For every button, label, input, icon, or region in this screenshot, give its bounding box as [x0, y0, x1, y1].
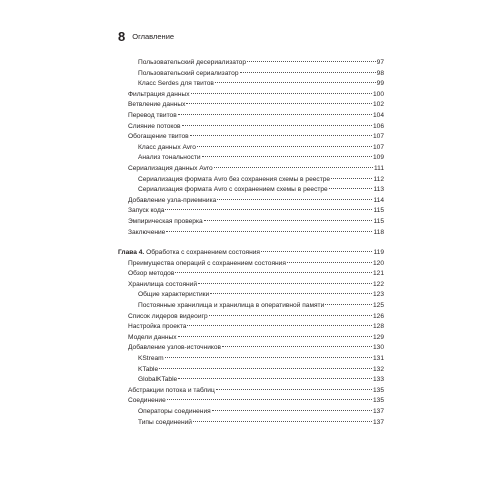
toc-section-chapter-4 — [118, 259, 384, 429]
toc-entry-page: 122 — [372, 280, 384, 288]
toc-entry-page: 130 — [372, 344, 384, 352]
toc-entry-page: 137 — [372, 418, 384, 426]
toc-entry-page: 129 — [372, 333, 384, 341]
dot-leader — [247, 61, 376, 62]
toc-entry-title: Пользовательский десериализатор — [138, 59, 247, 66]
toc-entry-title: Модели данных — [128, 333, 177, 341]
dot-leader — [210, 293, 372, 294]
toc-entry-title: Ветвление данных — [128, 101, 186, 109]
toc-entry[interactable] — [118, 365, 384, 376]
toc-entry-title: Обогащение твитов — [128, 133, 189, 141]
toc-entry-title: Типы соединений — [138, 418, 192, 426]
toc-entry[interactable] — [118, 58, 384, 69]
dot-leader — [186, 103, 372, 104]
toc-entry[interactable] — [118, 122, 384, 133]
toc-entry[interactable] — [118, 343, 384, 354]
toc-entry-page: 99 — [376, 80, 384, 88]
dot-leader — [261, 251, 373, 252]
dot-leader — [178, 114, 372, 115]
toc-entry-page: 115 — [373, 217, 384, 225]
toc-entry[interactable] — [118, 386, 384, 397]
toc-entry-title: Соединение — [128, 397, 166, 405]
dot-leader — [287, 262, 372, 263]
toc-entry-page: 125 — [372, 302, 384, 310]
toc-entry[interactable] — [118, 228, 384, 239]
toc-entry-title: Добавление узлов-источников — [128, 344, 222, 352]
toc-entry-page: 119 — [373, 249, 384, 257]
toc-entry-title: Постоянные хранилища и хранилища в оперативной памяти — [138, 302, 325, 310]
toc-entry[interactable] — [118, 196, 384, 207]
toc-entry-page: 104 — [372, 111, 384, 119]
toc-entry-title: GlobalKTable — [138, 376, 178, 384]
toc-entry-page: 107 — [372, 133, 384, 141]
section-gap — [118, 238, 384, 248]
toc-entry[interactable] — [118, 100, 384, 111]
dot-leader — [178, 336, 372, 337]
toc-entry[interactable] — [118, 132, 384, 143]
dot-leader — [216, 389, 372, 390]
toc-entry[interactable] — [118, 185, 384, 196]
dot-leader — [191, 93, 372, 94]
toc-entry-page: 113 — [373, 186, 384, 194]
dot-leader — [166, 231, 372, 232]
toc-entry[interactable] — [118, 354, 384, 365]
toc-entry-title: Перевод твитов — [128, 111, 177, 119]
toc-entry-title: Операторы соединения — [138, 408, 211, 415]
toc-entry-title: Хранилища состояний — [128, 280, 198, 288]
toc-entry[interactable] — [118, 280, 384, 291]
toc-entry-page: 106 — [372, 122, 384, 130]
toc-entry-title: Слияние потоков — [128, 122, 181, 130]
toc-entry-title — [118, 248, 260, 259]
toc-entry-title: Эмпирическая проверка — [128, 217, 203, 225]
toc-entry[interactable] — [118, 418, 384, 429]
toc-entry[interactable] — [118, 269, 384, 280]
chapter-label: Глава 4. — [118, 249, 145, 257]
dot-leader — [197, 146, 372, 147]
toc-entry-page: 135 — [372, 386, 384, 394]
toc-entry-title: KStream — [138, 355, 164, 363]
chapter-title: Обработка с сохранением состояния — [146, 249, 260, 257]
toc-entry-page: 109 — [372, 154, 384, 162]
dot-leader — [182, 125, 372, 126]
toc-entry-page: 112 — [373, 175, 384, 183]
toc-entry-title: Добавление узла-приемника — [128, 196, 217, 204]
dot-leader — [202, 156, 372, 157]
dot-leader — [217, 199, 372, 200]
dot-leader — [190, 135, 372, 136]
dot-leader — [193, 421, 372, 422]
toc-section-chapter-3-tail — [118, 58, 384, 238]
toc-chapter-entry[interactable] — [118, 248, 384, 259]
toc-entry[interactable] — [118, 164, 384, 175]
toc-entry-page: 97 — [376, 59, 384, 66]
dot-leader — [204, 220, 373, 221]
toc-entry-page: 135 — [372, 397, 384, 405]
toc-entry-page: 126 — [372, 312, 384, 320]
toc-entry[interactable] — [118, 375, 384, 386]
toc-entry-title: Общие характеристики — [138, 291, 210, 299]
dot-leader — [215, 82, 376, 83]
dot-leader — [212, 410, 372, 411]
dot-leader — [240, 72, 376, 73]
dot-leader — [209, 315, 372, 316]
dot-leader — [329, 188, 373, 189]
page-number: 8 — [118, 28, 126, 44]
toc-entry[interactable] — [118, 175, 384, 186]
toc-entry-title: Класс Serdes для твитов — [138, 80, 214, 88]
toc-entry-title: Анализ тональности — [138, 154, 201, 162]
dot-leader — [214, 167, 373, 168]
toc-entry-title: Фильтрация данных — [128, 90, 190, 98]
toc-entry-title: Преимущества операций с сохранением состояния — [128, 259, 286, 267]
toc-entry-page: 98 — [376, 69, 384, 77]
toc-entry-title: Класс данных Avro — [138, 143, 196, 151]
toc-entry-page: 114 — [373, 196, 384, 204]
toc-entry-page: 107 — [372, 143, 384, 151]
dot-leader — [175, 272, 372, 273]
toc-entry-title: Сериализация данных Avro — [128, 164, 213, 172]
toc-entry-title: Список лидеров видеоигр — [128, 312, 208, 320]
toc-entry[interactable] — [118, 69, 384, 80]
dot-leader — [167, 399, 372, 400]
toc-entry-page: 121 — [372, 270, 384, 278]
toc-entry[interactable] — [118, 90, 384, 101]
dot-leader — [165, 357, 372, 358]
dot-leader — [159, 368, 372, 369]
toc-entry-page: 133 — [372, 376, 384, 384]
toc-entry[interactable] — [118, 143, 384, 154]
toc-entry-page: 115 — [373, 207, 384, 215]
dot-leader — [198, 283, 372, 284]
toc-entry[interactable] — [118, 290, 384, 301]
toc-entry-title: Заключение — [128, 228, 166, 236]
toc-entry[interactable] — [118, 301, 384, 312]
table-of-contents — [118, 58, 384, 428]
toc-entry[interactable] — [118, 111, 384, 122]
toc-entry[interactable] — [118, 79, 384, 90]
toc-entry[interactable] — [118, 259, 384, 270]
toc-entry-title: KTable — [138, 365, 159, 373]
toc-entry[interactable] — [118, 217, 384, 228]
dot-leader — [331, 178, 372, 179]
toc-entry-title: Сериализация формата Avro без сохранения схемы в реестре — [138, 175, 331, 183]
toc-entry[interactable] — [118, 333, 384, 344]
dot-leader — [178, 378, 372, 379]
dot-leader — [222, 346, 372, 347]
toc-entry[interactable] — [118, 153, 384, 164]
toc-entry-page: 120 — [372, 259, 384, 267]
dot-leader — [187, 325, 372, 326]
toc-entry[interactable] — [118, 312, 384, 323]
toc-entry-title: Настройка проекта — [128, 323, 187, 331]
toc-entry[interactable] — [118, 396, 384, 407]
toc-entry-title: Пользовательский сериализатор — [138, 69, 239, 77]
toc-entry-page: 132 — [372, 365, 384, 373]
toc-entry-page: 137 — [372, 408, 384, 415]
toc-entry-page: 131 — [372, 355, 384, 363]
page-header — [118, 30, 174, 42]
toc-entry-title: Сериализация формата Avro с сохранением схемы в реестре — [138, 186, 328, 194]
toc-entry-page: 100 — [372, 90, 384, 98]
toc-entry-page: 128 — [372, 323, 384, 331]
toc-entry-page: 123 — [372, 291, 384, 299]
toc-entry[interactable] — [118, 322, 384, 333]
toc-entry-page: 118 — [373, 228, 384, 236]
toc-entry-title: Абстракции потока и таблиц — [128, 386, 215, 394]
toc-entry[interactable] — [118, 206, 384, 217]
toc-entry-page: 111 — [373, 164, 384, 172]
dot-leader — [165, 209, 372, 210]
dot-leader — [325, 304, 372, 305]
toc-entry-title: Обзор методов — [128, 270, 175, 278]
toc-entry-page: 102 — [372, 101, 384, 109]
running-head: Оглавление — [132, 31, 175, 41]
toc-entry[interactable] — [118, 407, 384, 418]
toc-entry-title: Запуск кода — [128, 207, 165, 215]
